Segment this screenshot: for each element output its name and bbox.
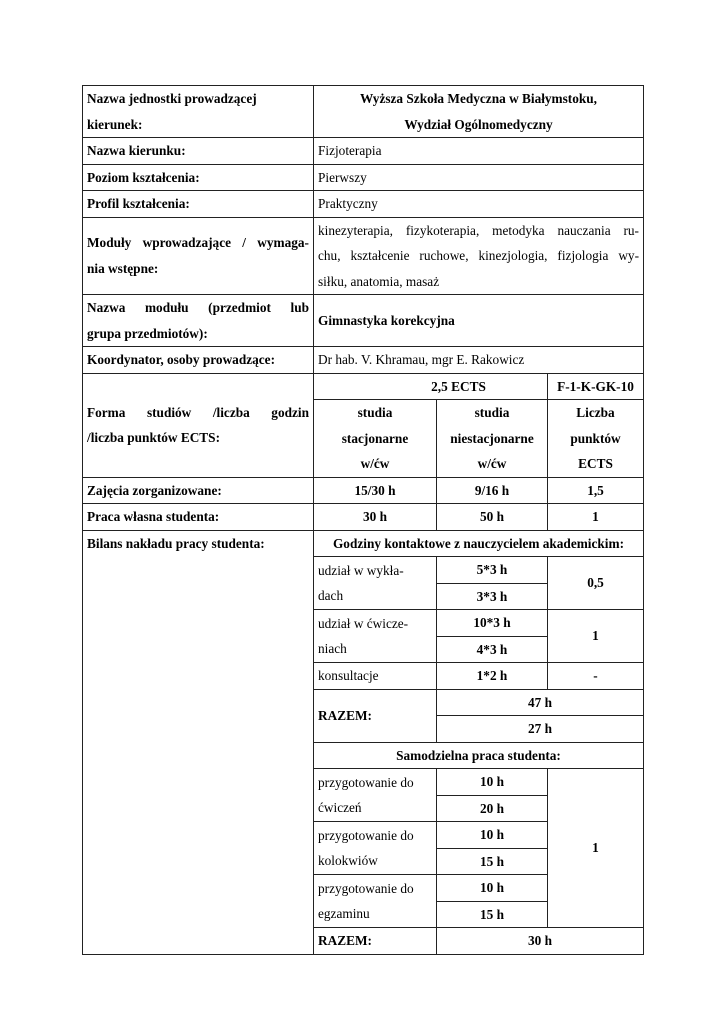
prep-col-label: [314, 822, 437, 875]
total-hours-1: 47 h: [437, 689, 644, 716]
col-nonstationary: [437, 400, 548, 478]
module-code: F-1-K-GK-10: [548, 373, 644, 400]
prep-exam-hours-1: 10 h: [437, 875, 548, 902]
unit-value-line2: Wydział Ogólnomedyczny: [404, 116, 553, 132]
exercises-label: [314, 610, 437, 663]
consult-label: konsultacje: [314, 663, 437, 690]
field-label: Nazwa kierunku:: [83, 138, 314, 165]
own-work-nonstationary: 50 h: [437, 504, 548, 531]
contact-header: Godziny kontaktowe z nauczycielem akademickim:: [314, 530, 644, 557]
row-balance-header: [83, 530, 644, 557]
row-coordinator: [83, 347, 644, 374]
unit-value: [314, 86, 644, 138]
prep-ex-label-line1: przygotowanie do: [318, 774, 414, 790]
row-own-work: [83, 504, 644, 531]
prep-col-hours-1: 10 h: [437, 822, 548, 849]
form-label-line1: Forma studiów /liczba godzin: [87, 404, 309, 420]
lectures-label-line2: dach: [318, 588, 344, 603]
col-stationary-line3: w/ćw: [360, 456, 390, 471]
field-value: Fizjoterapia: [314, 138, 644, 165]
col-stationary-line2: stacjonarne: [341, 430, 409, 446]
level-value: Pierwszy: [314, 164, 644, 191]
coordinator-value: Dr hab. V. Khramau, mgr E. Rakowicz: [314, 347, 644, 374]
prep-exam-label: [314, 875, 437, 928]
modules-value-line1: kinezyterapia, fizykoterapia, metodyka nauczania ru-: [318, 222, 639, 238]
unit-label-line1: Nazwa jednostki prowadzącej: [87, 91, 257, 106]
exercises-label-line2: niach: [318, 641, 347, 656]
lectures-hours-2: 3*3 h: [437, 583, 548, 610]
own-work-ects: 1: [548, 504, 644, 531]
form-label: [83, 373, 314, 477]
lectures-hours-1: 5*3 h: [437, 557, 548, 584]
unit-value-line1: Wyższa Szkoła Medyczna w Białymstoku,: [360, 91, 597, 106]
row-level: [83, 164, 644, 191]
exercises-label-line1: udział w ćwicze-: [318, 615, 409, 631]
lectures-ects: 0,5: [548, 557, 644, 610]
row-unit: [83, 86, 644, 138]
row-form-top: [83, 373, 644, 400]
balance-label: Bilans nakładu pracy studenta:: [83, 530, 314, 954]
prep-col-hours-2: 15 h: [437, 848, 548, 875]
organized-label: Zajęcia zorganizowane:: [83, 477, 314, 504]
modules-value: [314, 217, 644, 295]
modules-value-line3: siłku, anatomia, masaż: [318, 273, 440, 289]
total-label: RAZEM:: [314, 689, 437, 742]
module-name-value: Gimnastyka korekcyjna: [314, 295, 644, 347]
modules-label-line1: Moduły wprowadzające / wymaga-: [87, 235, 309, 251]
prep-ex-hours-2: 20 h: [437, 795, 548, 822]
exercises-hours-2: 4*3 h: [437, 636, 548, 663]
col-ects-line1: Liczba: [576, 405, 615, 420]
prep-ex-label: [314, 769, 437, 822]
modules-value-line2: chu, kształcenie ruchowe, kinezjologia, fizjologia wy-: [318, 248, 639, 263]
exercises-hours-1: 10*3 h: [437, 610, 548, 637]
consult-hours: 1*2 h: [437, 663, 548, 690]
row-modules: [83, 217, 644, 295]
col-ects: [548, 400, 644, 478]
prep-exam-label-line2: egzaminu: [318, 906, 370, 921]
col-ects-line3: ECTS: [578, 456, 613, 471]
unit-label-line2: kierunek:: [87, 116, 143, 132]
self-ects: 1: [548, 769, 644, 928]
col-stationary-line1: studia: [357, 405, 393, 420]
prep-col-label-line2: kolokwiów: [318, 853, 378, 868]
row-field: [83, 138, 644, 165]
syllabus-table: [82, 85, 644, 955]
col-nonstationary-line1: studia: [474, 405, 510, 420]
col-stationary: [314, 400, 437, 478]
own-work-label: Praca własna studenta:: [83, 504, 314, 531]
prep-col-label-line1: przygotowanie do: [318, 827, 414, 843]
row-profile: [83, 191, 644, 218]
organized-stationary: 15/30 h: [314, 477, 437, 504]
lectures-label: [314, 557, 437, 610]
modules-label: [83, 217, 314, 295]
modules-label-line2: nia wstępne:: [87, 260, 159, 276]
prep-ex-label-line2: ćwiczeń: [318, 800, 362, 815]
unit-label: [83, 86, 314, 138]
syllabus-page: [82, 85, 643, 955]
self-total-label: RAZEM:: [314, 928, 437, 955]
prep-ex-hours-1: 10 h: [437, 769, 548, 796]
organized-nonstationary: 9/16 h: [437, 477, 548, 504]
module-name-label-line1: Nazwa modułu (przedmiot lub: [87, 300, 309, 315]
coordinator-label: Koordynator, osoby prowadzące:: [83, 347, 314, 374]
level-label: Poziom kształcenia:: [83, 164, 314, 191]
prep-exam-label-line1: przygotowanie do: [318, 880, 414, 896]
form-label-line2: /liczba punktów ECTS:: [87, 430, 221, 445]
consult-ects: -: [548, 663, 644, 690]
col-nonstationary-line3: w/ćw: [477, 456, 507, 471]
self-total-hours: 30 h: [437, 928, 644, 955]
profile-value: Praktyczny: [314, 191, 644, 218]
col-nonstationary-line2: niestacjonarne: [450, 430, 534, 446]
module-name-label: [83, 295, 314, 347]
row-module-name: [83, 295, 644, 347]
total-hours-2: 27 h: [437, 716, 644, 743]
row-organized: [83, 477, 644, 504]
prep-exam-hours-2: 15 h: [437, 901, 548, 928]
lectures-label-line1: udział w wykła-: [318, 562, 404, 578]
organized-ects: 1,5: [548, 477, 644, 504]
profile-label: Profil kształcenia:: [83, 191, 314, 218]
exercises-ects: 1: [548, 610, 644, 663]
col-ects-line2: punktów: [570, 430, 621, 446]
module-name-label-line2: grupa przedmiotów):: [87, 325, 208, 341]
own-work-stationary: 30 h: [314, 504, 437, 531]
ects-total: 2,5 ECTS: [314, 373, 548, 400]
self-header: Samodzielna praca studenta:: [314, 742, 644, 769]
